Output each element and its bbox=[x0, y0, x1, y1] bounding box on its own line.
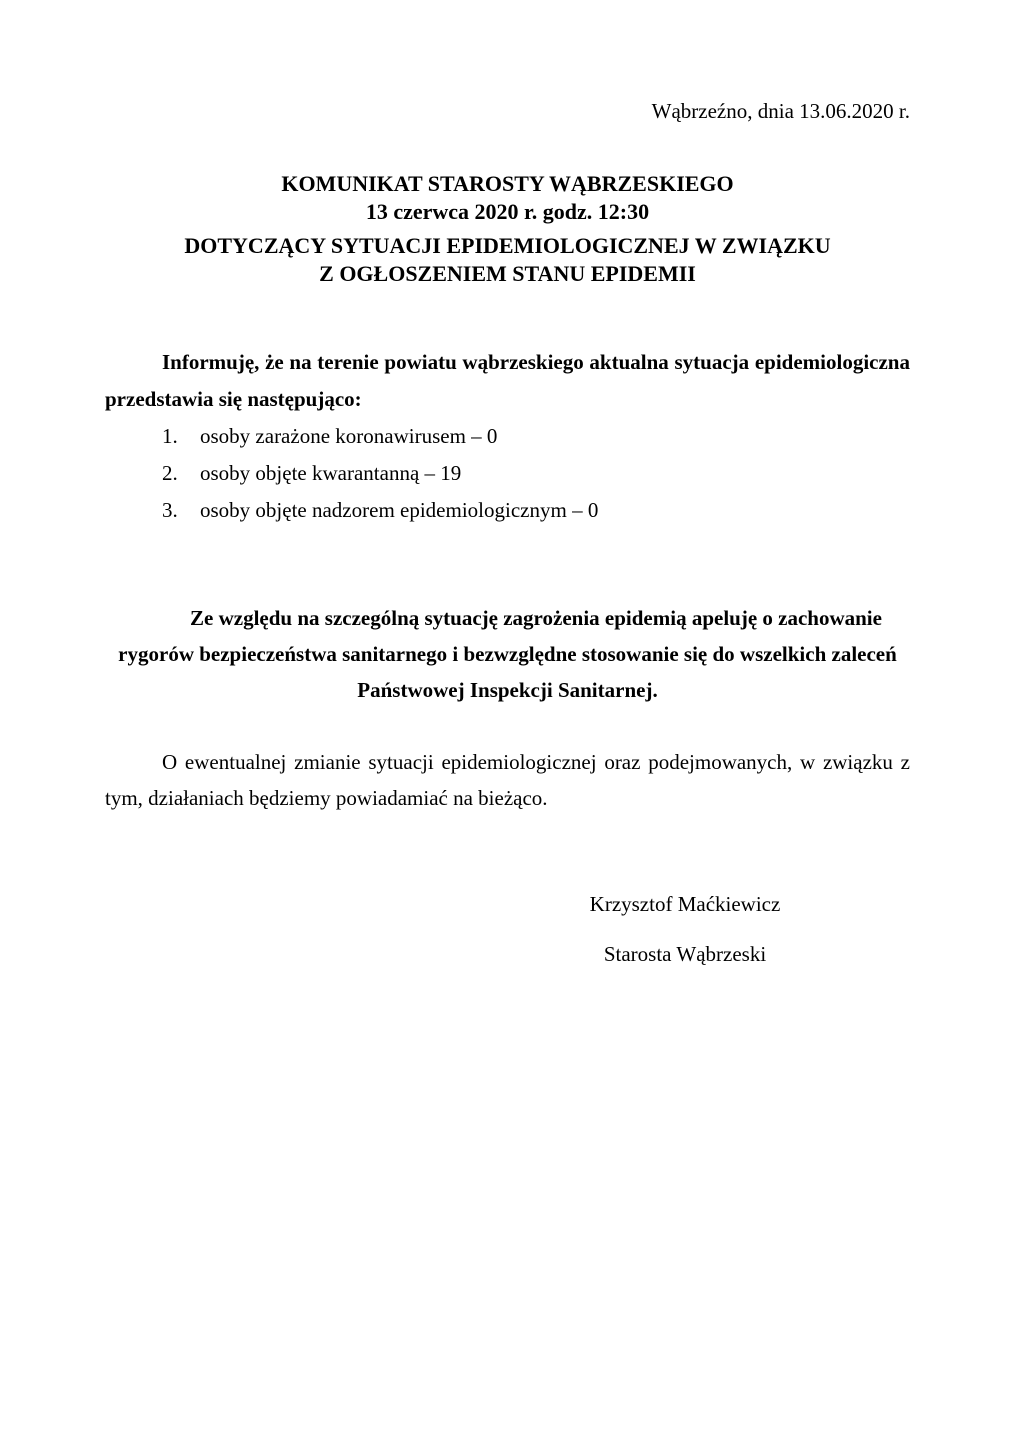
intro-paragraph: Informuję, że na terenie powiatu wąbrzeskiego aktualna sytuacja epidemiologiczna przedstawia się następująco: bbox=[105, 350, 910, 411]
appeal-paragraph: Ze względu na szczególną sytuację zagrożenia epidemią apeluję o zachowanie rygorów bezpieczeństwa sanitarnego i bezwzględne stosowanie się do wszelkich zaleceń Państwowej Inspekcji Sanitarnej. bbox=[118, 606, 897, 702]
list-item bbox=[105, 455, 910, 492]
list-item-number: 1. bbox=[162, 424, 178, 448]
list-item-text: osoby objęte nadzorem epidemiologicznym – 0 bbox=[200, 498, 599, 522]
subtitle-line-2: Z OGŁOSZENIEM STANU EPIDEMII bbox=[319, 261, 696, 286]
date-line: Wąbrzeźno, dnia 13.06.2020 r. bbox=[651, 99, 910, 123]
numbered-list bbox=[105, 418, 910, 529]
list-item-text: osoby objęte kwarantanną – 19 bbox=[200, 461, 462, 485]
subtitle-block bbox=[105, 232, 910, 288]
list-item bbox=[105, 418, 910, 455]
title-line-2: 13 czerwca 2020 r. godz. 12:30 bbox=[365, 199, 650, 224]
signature-block bbox=[460, 889, 910, 969]
list-item bbox=[105, 492, 910, 529]
list-item-number: 3. bbox=[162, 498, 178, 522]
info-paragraph: O ewentualnej zmianie sytuacji epidemiologicznej oraz podejmowanych, w związku z tym, działaniach będziemy powiadamiać na bieżąco. bbox=[105, 750, 910, 810]
signature-title: Starosta Wąbrzeski bbox=[603, 942, 767, 966]
list-item-text: osoby zarażone koronawirusem – 0 bbox=[200, 424, 498, 448]
signature-name: Krzysztof Maćkiewicz bbox=[589, 892, 781, 916]
list-item-number: 2. bbox=[162, 461, 178, 485]
subtitle-line-1: DOTYCZĄCY SYTUACJI EPIDEMIOLOGICZNEJ W ZWIĄZKU bbox=[184, 233, 831, 258]
title-block bbox=[105, 170, 910, 226]
title-line-1: KOMUNIKAT STAROSTY WĄBRZESKIEGO bbox=[281, 171, 734, 196]
